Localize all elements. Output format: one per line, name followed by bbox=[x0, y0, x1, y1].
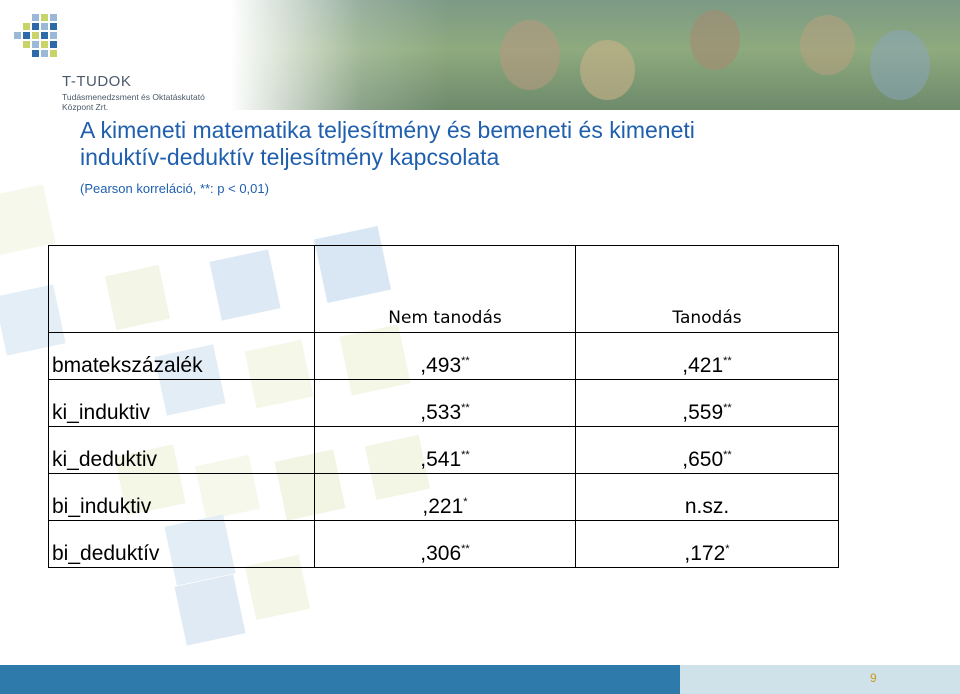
table-header-nem-tanodas: Nem tanodás bbox=[315, 246, 576, 333]
table-header-row bbox=[49, 246, 839, 333]
t-tudok-logo bbox=[12, 10, 205, 112]
table-row bbox=[49, 380, 839, 427]
title-line1: A kimeneti matematika teljesítmény és bemeneti és kimeneti bbox=[80, 117, 695, 143]
page-title bbox=[80, 117, 695, 171]
title-note: (Pearson korreláció, **: p < 0,01) bbox=[80, 181, 269, 196]
header-photo bbox=[230, 0, 960, 110]
logo-name: T-TUDOK bbox=[62, 73, 132, 90]
value-tanodas: ,421** bbox=[576, 333, 839, 380]
value-tanodas: ,559** bbox=[576, 380, 839, 427]
table-row bbox=[49, 474, 839, 521]
value-tanodas: ,650** bbox=[576, 427, 839, 474]
logo-subtitle bbox=[62, 92, 205, 112]
footer-bar bbox=[0, 665, 680, 694]
correlation-table bbox=[48, 245, 839, 568]
value-nem-tanodas: ,533** bbox=[315, 380, 576, 427]
table-header-empty bbox=[49, 246, 315, 333]
logo-subtitle-line2: Központ Zrt. bbox=[62, 102, 109, 112]
value-nem-tanodas: ,493** bbox=[315, 333, 576, 380]
table-row bbox=[49, 333, 839, 380]
value-nem-tanodas: ,221* bbox=[315, 474, 576, 521]
title-line2: induktív-deduktív teljesítmény kapcsolata bbox=[80, 144, 500, 170]
value-nem-tanodas: ,306** bbox=[315, 521, 576, 568]
table-header-tanodas: Tanodás bbox=[576, 246, 839, 333]
table-row bbox=[49, 427, 839, 474]
logo-subtitle-line1: Tudásmenedzsment és Oktatáskutató bbox=[62, 92, 205, 102]
row-label: bi_deduktív bbox=[49, 521, 315, 568]
logo-dots-icon bbox=[12, 10, 72, 70]
table-row bbox=[49, 521, 839, 568]
row-label: bmatekszázalék bbox=[49, 333, 315, 380]
value-tanodas: ,172* bbox=[576, 521, 839, 568]
value-nem-tanodas: ,541** bbox=[315, 427, 576, 474]
row-label: bi_induktiv bbox=[49, 474, 315, 521]
footer-light-band bbox=[680, 665, 960, 694]
row-label: ki_deduktiv bbox=[49, 427, 315, 474]
page-number: 9 bbox=[870, 671, 877, 685]
row-label: ki_induktiv bbox=[49, 380, 315, 427]
value-tanodas: n.sz. bbox=[576, 474, 839, 521]
